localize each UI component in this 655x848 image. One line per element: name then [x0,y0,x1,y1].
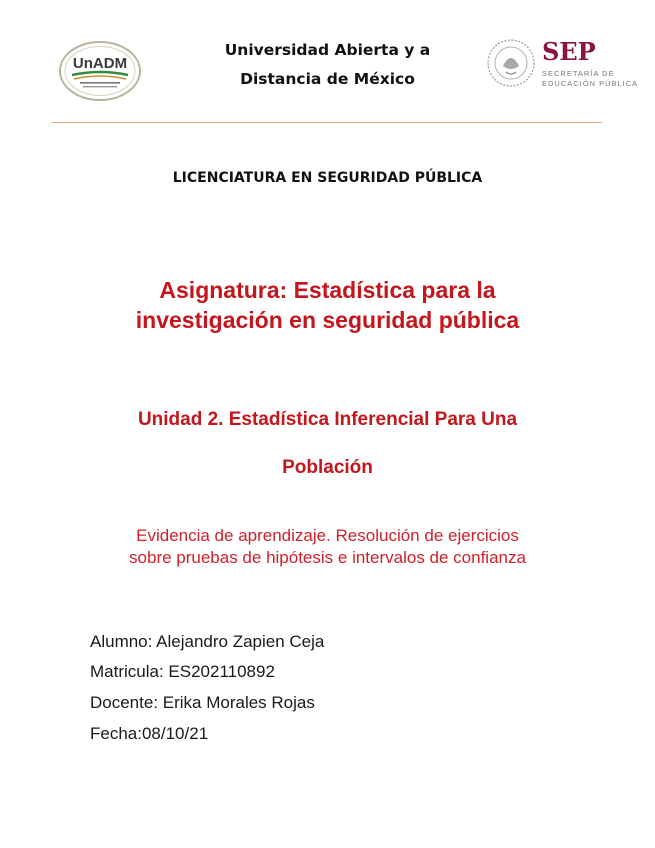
subject-title-line2: investigación en seguridad pública [135,307,520,333]
document-date: Fecha:08/10/21 [90,724,209,743]
sep-logo [484,36,644,90]
unadm-logo-text: UnADM [72,55,128,72]
university-title-line1: Universidad Abierta y a [224,41,431,59]
evidence-title [40,525,615,569]
subject-title-line1: Asignatura: Estadística para la [159,277,496,303]
evidence-title-line2: sobre pruebas de hipótesis e intervalos de confianza [129,548,526,567]
coat-of-arms-icon [488,40,534,86]
unit-title-line2: Población [282,457,373,478]
sep-logo-text: SEP [542,37,596,66]
student-name: Alumno: Alejandro Zapien Ceja [90,632,325,651]
university-title [205,36,450,94]
university-title-line2: Distancia de México [240,70,415,88]
unadm-logo [58,40,142,102]
teacher-name: Docente: Erika Morales Rojas [90,693,315,712]
degree-title: LICENCIATURA EN SEGURIDAD PÚBLICA [172,170,483,186]
unit-title-line1: Unidad 2. Estadística Inferencial Para Una [137,409,518,430]
header-divider [52,122,602,123]
sep-logo-sub1: SECRETARÍA DE [542,69,615,78]
sep-logo-sub2: EDUCACIÓN PÚBLICA [542,79,639,88]
evidence-title-line1: Evidencia de aprendizaje. Resolución de ejercicios [136,526,519,545]
subject-title [40,275,615,335]
student-id: Matricula: ES202110892 [90,662,275,681]
